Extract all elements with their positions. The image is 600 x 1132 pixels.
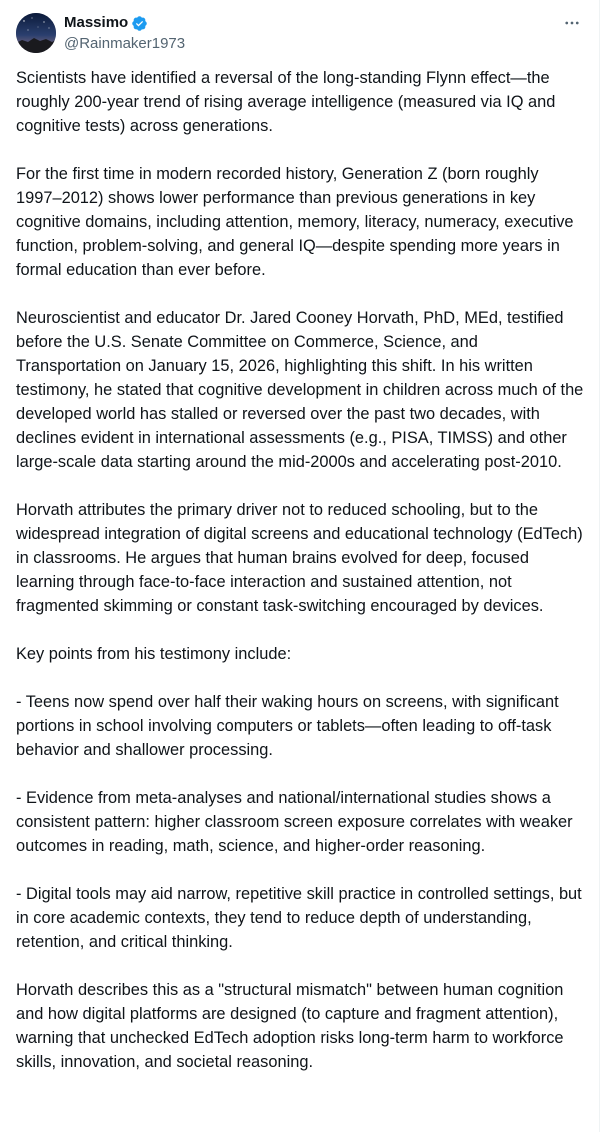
post-paragraph: - Teens now spend over half their waking hours on screens, with significant portions in school involving computers or tablets—often leading to off-task behavior and shallower processing. [16,693,559,759]
more-horizontal-icon [563,14,581,32]
more-options-button[interactable] [561,12,583,34]
post-paragraph: Key points from his testimony include: [16,645,292,663]
display-name[interactable]: Massimo [64,14,129,31]
post-paragraph: Horvath attributes the primary driver not to reduced schooling, but to the widespread integration of digital screens and educational technology (EdTech) in classrooms. He argues that human brains evolved for deep, focused learning through face-to-face interaction and sustained attention, not fragmented skimming or constant task-switching encouraged by devices. [16,501,583,615]
display-name-row [64,13,185,33]
post-paragraph: Neuroscientist and educator Dr. Jared Cooney Horvath, PhD, MEd, testified before the U.S. Senate Committee on Commerce, Science, and Transportation on January 15, 2026, highlighting this shift. In his written testimony, he stated that cognitive development in children across much of the developed world has stalled or reversed over the past two decades, with declines evident in international assessments (e.g., PISA, TIMSS) and other large-scale data starting around the mid-2000s and accelerating post-2010. [16,309,584,471]
post-paragraph: - Digital tools may aid narrow, repetitive skill practice in controlled settings, but in core academic contexts, they tend to reduce depth of understanding, retention, and critical thinking. [16,885,582,951]
avatar[interactable] [16,13,56,53]
verified-badge-icon[interactable] [131,15,148,32]
post-paragraph: Horvath describes this as a "structural mismatch" between human cognition and how digital platforms are designed (to capture and fragment attention), warning that unchecked EdTech adoption risks long-term harm to workforce skills, innovation, and societal reasoning. [16,981,564,1071]
post-header [16,12,583,54]
post-paragraph: For the first time in modern recorded history, Generation Z (born roughly 1997–2012) shows lower performance than previous generations in key cognitive domains, including attention, memory, literacy, numeracy, executive function, problem-solving, and general IQ—despite spending more years in formal education than ever before. [16,165,574,279]
post-paragraph: Scientists have identified a reversal of the long-standing Flynn effect—the roughly 200-year trend of rising average intelligence (measured via IQ and cognitive tests) across generations. [16,69,556,135]
post-text [16,66,586,1098]
night-sky-avatar-icon [16,13,56,53]
author-handle[interactable]: @Rainmaker1973 [64,35,186,52]
author-names [64,13,185,54]
post-paragraph: - Evidence from meta-analyses and national/international studies shows a consistent pattern: higher classroom screen exposure correlates with weaker outcomes in reading, math, science, and higher-order reasoning. [16,789,573,855]
